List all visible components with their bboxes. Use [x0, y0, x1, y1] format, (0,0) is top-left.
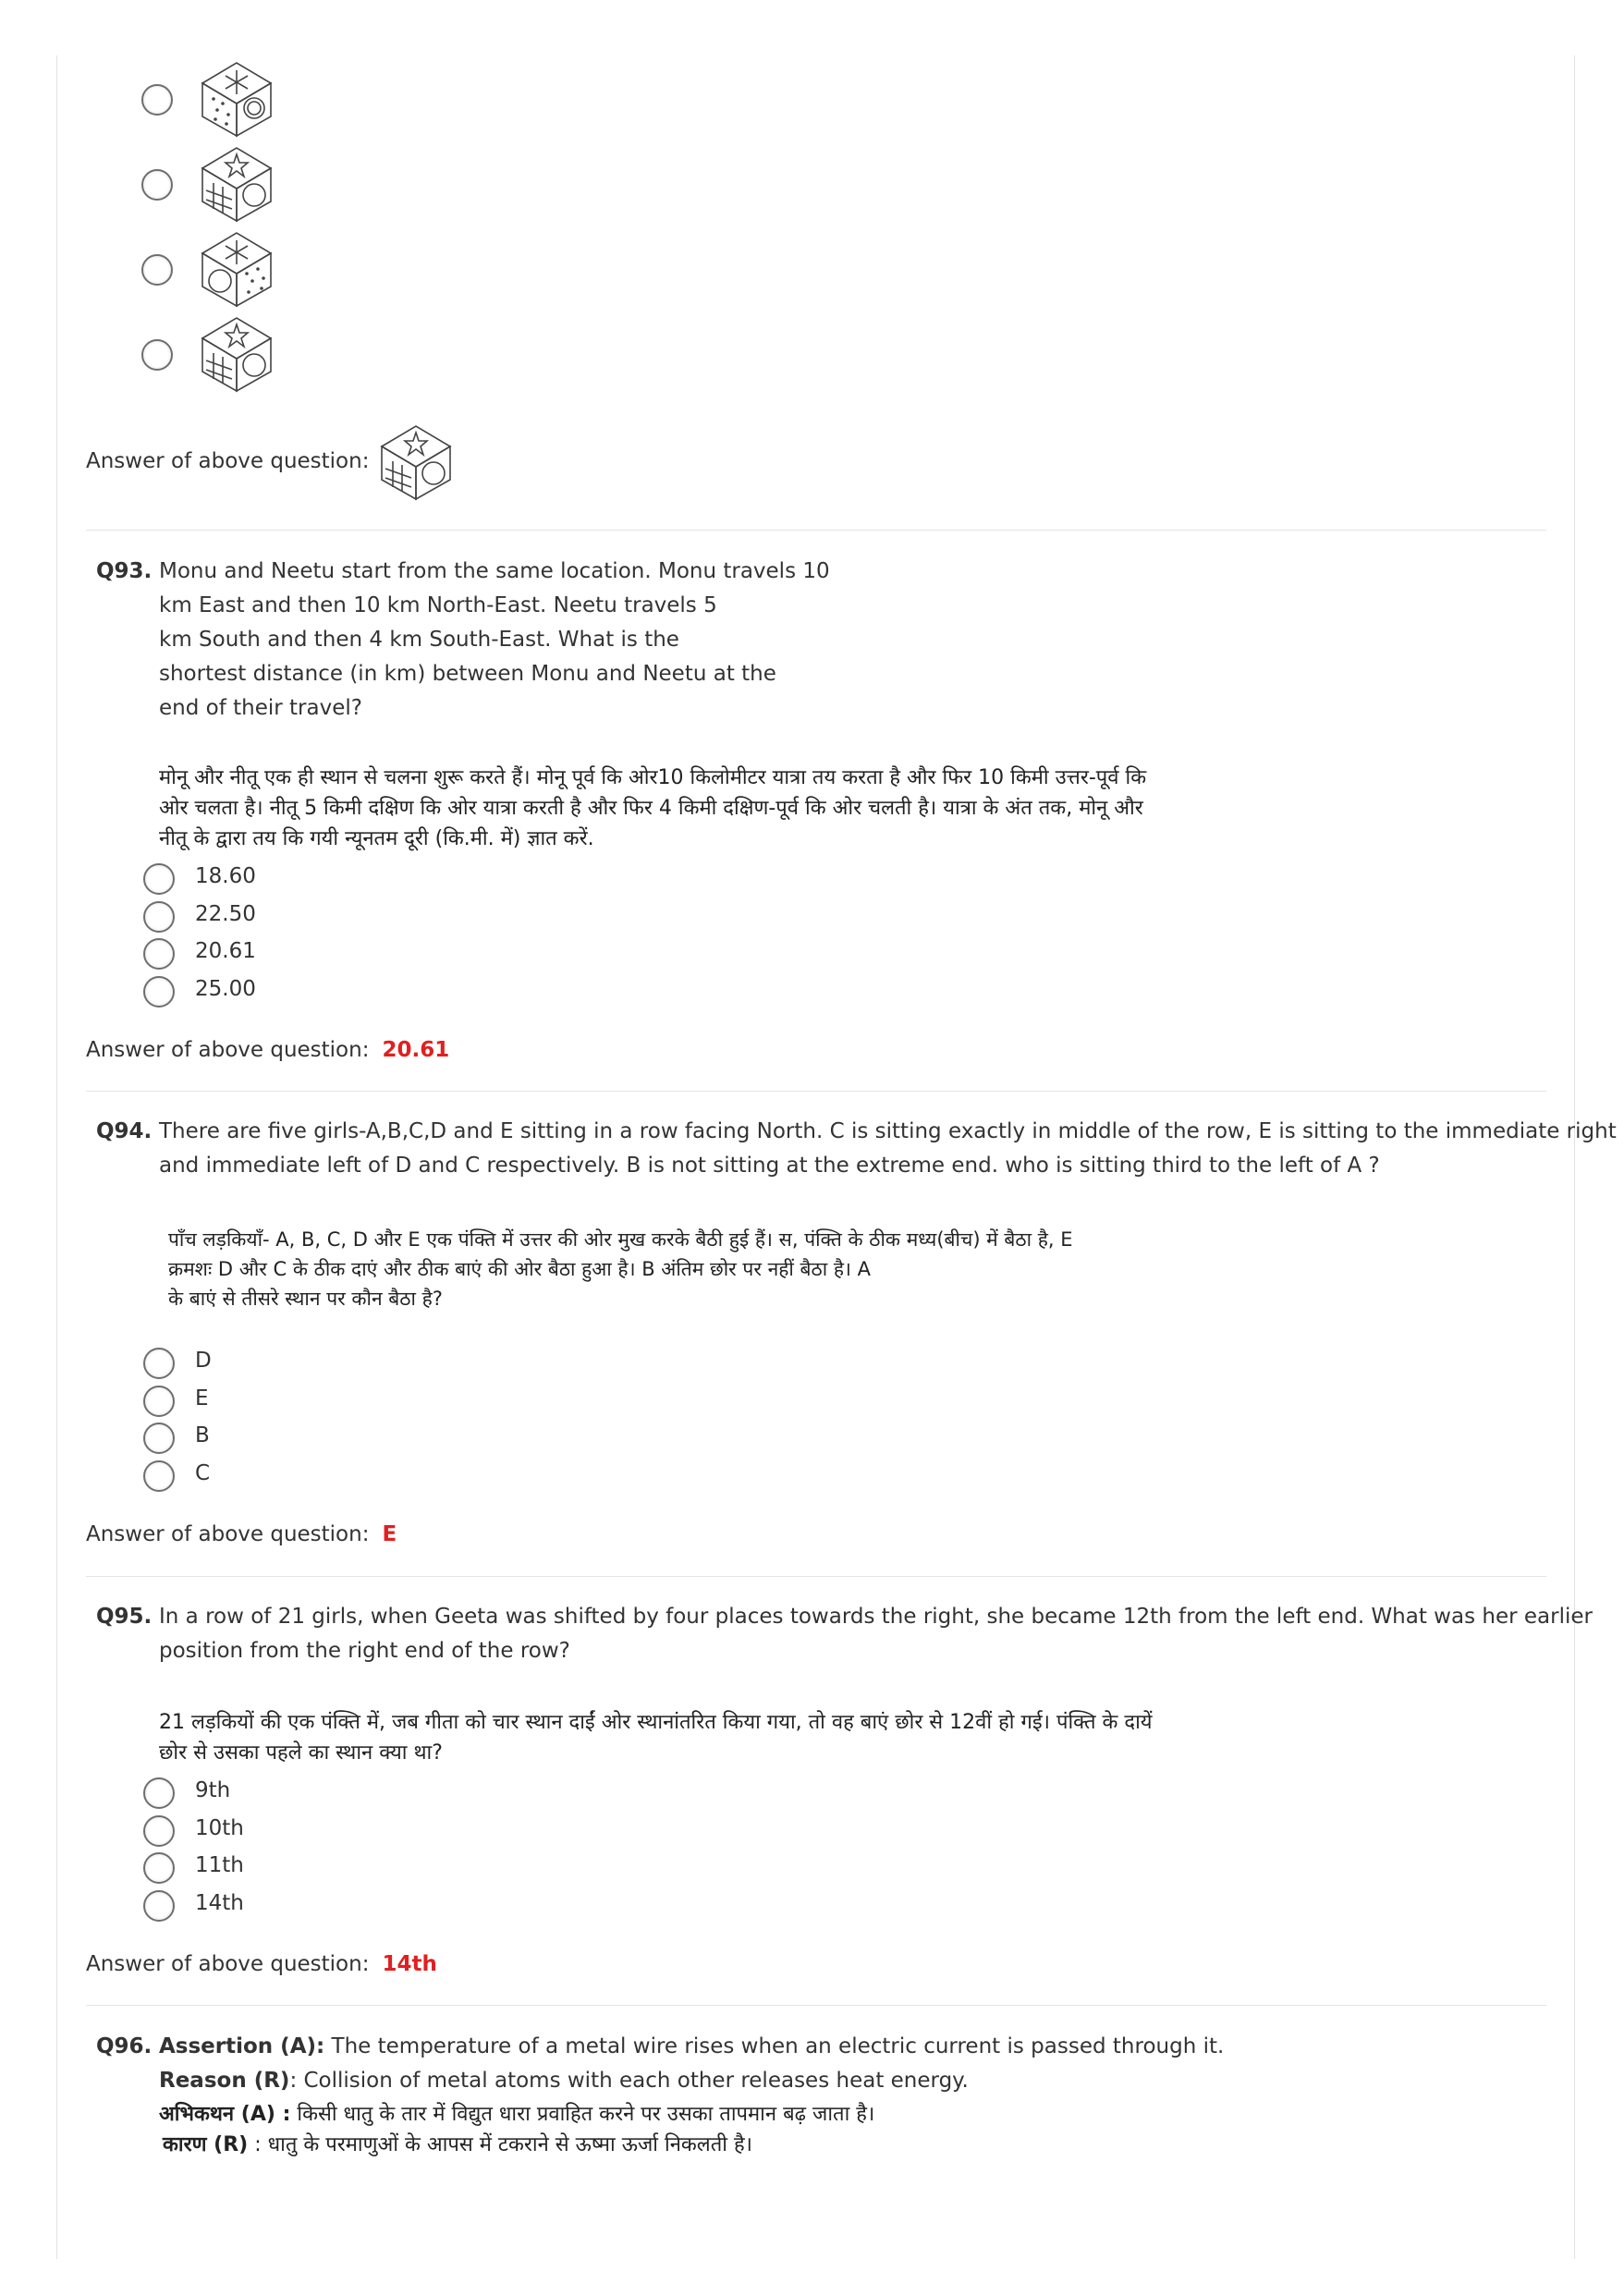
option-label: 20.61 [195, 939, 256, 963]
q93-number: Q93. [96, 559, 153, 583]
q96-number: Q96. [96, 2034, 153, 2058]
hindi-assertion-label: अभिकथन (A) : [159, 2103, 291, 2126]
option-label: D [195, 1349, 212, 1373]
q96-hindi [159, 2099, 874, 2160]
q96-assertion [159, 2030, 1224, 2064]
radio-button[interactable] [141, 84, 173, 116]
radio-button[interactable] [143, 938, 175, 970]
q92-option-3[interactable] [141, 227, 326, 311]
q95-hindi-line: 21 लड़कियों की एक पंक्ति में, जब गीता को चार स्थान दाईं ओर स्थानांतरित किया गया, तो वह बाएं छोर से 12वीं हो गई। पंक्ति के दायें [159, 1711, 1153, 1734]
q95-answer [86, 1952, 437, 1976]
radio-button[interactable] [143, 1777, 175, 1809]
answer-label: Answer of above question: [86, 449, 370, 473]
option-label: 9th [195, 1778, 231, 1802]
q96-hindi-assertion [159, 2099, 874, 2130]
assertion-label: Assertion (A): [159, 2034, 325, 2058]
q92-answer [86, 449, 369, 473]
divider [86, 1091, 1546, 1092]
q96-hindi-reason [159, 2130, 874, 2160]
q93-line: shortest distance (in km) between Monu and Neetu at the [159, 662, 776, 686]
radio-button[interactable] [143, 1852, 175, 1884]
option-label: 11th [195, 1853, 244, 1877]
q94-text [159, 1115, 1617, 1183]
hindi-assertion-text: किसी धातु के तार में विद्युत धारा प्रवाहित करने पर उसका तापमान बढ़ जाता है। [297, 2103, 875, 2126]
q93-text [159, 555, 830, 726]
radio-button[interactable] [143, 1890, 175, 1922]
option-label: 22.50 [195, 901, 256, 926]
radio-button[interactable] [143, 863, 175, 895]
radio-button[interactable] [141, 339, 173, 371]
divider [86, 1576, 1546, 1577]
cube-star-hash-circle-icon [195, 312, 278, 396]
answer-label: Answer of above question: [86, 1952, 370, 1976]
q93-hindi-line: ओर चलता है। नीतू 5 किमी दक्षिण कि ओर यात्रा करती है और फिर 4 किमी दक्षिण-पूर्व कि ओर चलती है। यात्रा के अंत तक, मोनू और [159, 797, 1143, 820]
hindi-reason-label: कारण (R) [163, 2133, 249, 2156]
q94-line: and immediate left of D and C respectively. B is not sitting at the extreme end. who is sitting third to the left of A ? [159, 1154, 1380, 1178]
q95-hindi-line: छोर से उसका पहले का स्थान क्या था? [159, 1741, 443, 1765]
radio-button[interactable] [143, 976, 175, 1008]
q93-line: km South and then 4 km South-East. What is the [159, 628, 679, 652]
q94-line: There are five girls-A,B,C,D and E sitting in a row facing North. C is sitting exactly in middle of the row, E is sitting to the immediate right [159, 1119, 1617, 1143]
option-label: C [195, 1460, 211, 1485]
q94-number: Q94. [96, 1119, 153, 1143]
q92-option-2[interactable] [141, 142, 326, 226]
q95-hindi [159, 1707, 1153, 1768]
q94-hindi-line: पाँच लड़कियाँ- A, B, C, D और E एक पंक्ति में उत्तर की ओर मुख करके बैठी हुई हैं। स, पंक्ति के ठीक मध्य(बीच) में बैठा है, E [168, 1228, 1073, 1251]
cube-star-circle-dots-icon [195, 227, 278, 311]
cube-star-dots-circle-icon [195, 57, 278, 140]
answer-value: 20.61 [382, 1038, 450, 1062]
q93-hindi-line: नीतू के द्वारा तय कि गयी न्यूनतम दूरी (कि.मी. में) ज्ञात करें. [159, 827, 594, 850]
q93-line: end of their travel? [159, 696, 362, 720]
radio-button[interactable] [143, 1423, 175, 1454]
q94-hindi-line: के बाएं से तीसरे स्थान पर कौन बैठा है? [168, 1288, 443, 1310]
q92-option-1[interactable] [141, 57, 326, 140]
q94-answer [86, 1522, 397, 1546]
reason-text: : Collision of metal atoms with each other releases heat energy. [289, 2069, 969, 2093]
radio-button[interactable] [143, 1815, 175, 1847]
q93-hindi [159, 763, 1146, 854]
q96-reason [159, 2064, 1224, 2098]
q93-line: Monu and Neetu start from the same location. Monu travels 10 [159, 559, 830, 583]
q93-line: km East and then 10 km North-East. Neetu travels 5 [159, 593, 717, 617]
option-label: 25.00 [195, 976, 256, 1001]
answer-value: E [382, 1522, 397, 1546]
answer-label: Answer of above question: [86, 1522, 370, 1546]
q95-line: position from the right end of the row? [159, 1639, 570, 1663]
q94-hindi-line: क्रमशः D और C के ठीक दाएं और ठीक बाएं की ओर बैठा हुआ है। B अंतिम छोर पर नहीं बैठा है। A [168, 1258, 871, 1280]
page-left-border [56, 55, 57, 2259]
q95-line: In a row of 21 girls, when Geeta was shifted by four places towards the right, she became 12th from the left end. What was her earlier [159, 1605, 1593, 1629]
option-label: 18.60 [195, 864, 256, 888]
q96-text [159, 2030, 1224, 2098]
radio-button[interactable] [141, 254, 173, 286]
answer-value: 14th [382, 1952, 437, 1976]
assertion-text: The temperature of a metal wire rises when an electric current is passed through it. [331, 2034, 1225, 2058]
radio-button[interactable] [141, 169, 173, 201]
answer-label: Answer of above question: [86, 1038, 370, 1062]
option-label: 14th [195, 1890, 244, 1915]
q93-answer [86, 1038, 449, 1062]
q93-hindi-line: मोनू और नीतू एक ही स्थान से चलना शुरू करते हैं। मोनू पूर्व कि ओर10 किलोमीटर यात्रा तय करता है और फिर 10 किमी उत्तर-पूर्व कि [159, 766, 1147, 789]
radio-button[interactable] [143, 1460, 175, 1492]
q92-option-4[interactable] [141, 312, 326, 396]
radio-button[interactable] [143, 1348, 175, 1379]
radio-button[interactable] [143, 901, 175, 933]
cube-star-hash-circle-icon [195, 142, 278, 226]
cube-star-hash-circle-icon [374, 421, 458, 504]
q95-number: Q95. [96, 1605, 153, 1629]
option-label: 10th [195, 1815, 244, 1840]
q95-text [159, 1600, 1593, 1668]
radio-button[interactable] [143, 1386, 175, 1417]
hindi-reason-text: : धातु के परमाणुओं के आपस में टकराने से ऊष्मा ऊर्जा निकलती है। [254, 2133, 752, 2156]
reason-label: Reason (R) [159, 2069, 290, 2093]
option-label: B [195, 1423, 210, 1447]
divider [86, 530, 1546, 531]
divider [86, 2005, 1546, 2006]
q94-hindi [168, 1225, 1073, 1313]
option-label: E [195, 1386, 209, 1411]
